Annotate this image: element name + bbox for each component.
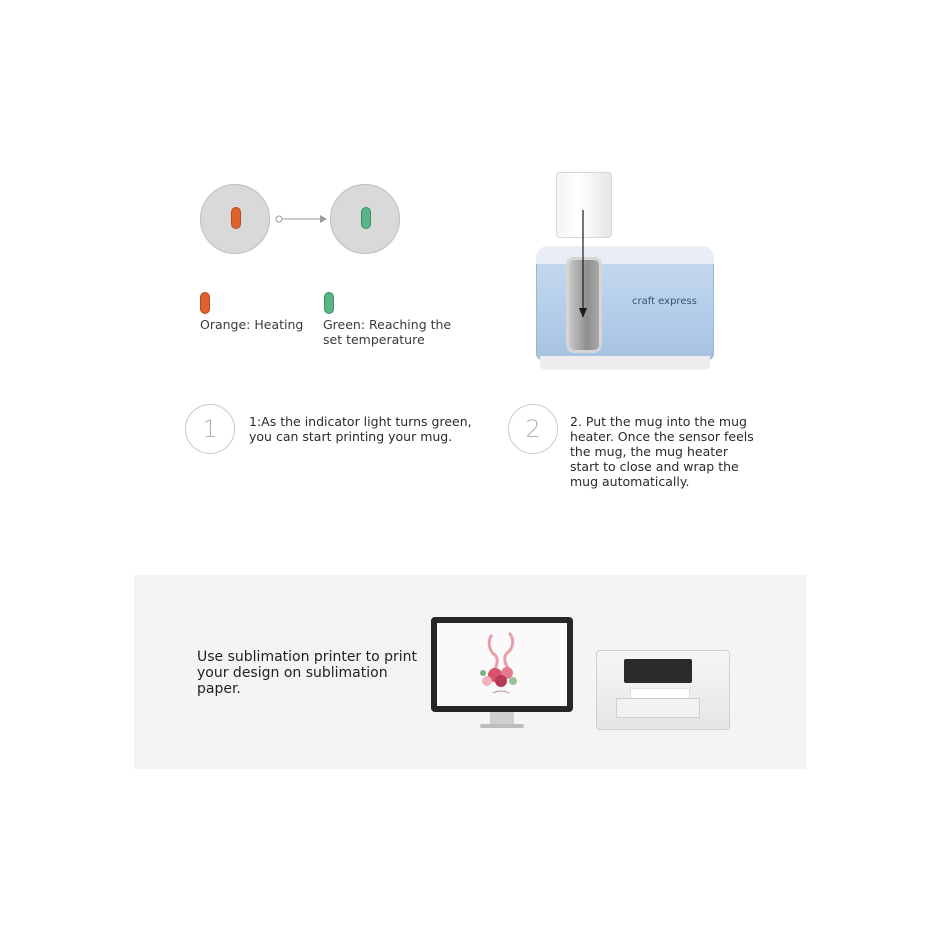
insert-arrow-icon xyxy=(578,210,588,320)
banner-text-line: your design on sublimation xyxy=(197,665,388,681)
mug-heater-top xyxy=(536,246,714,264)
step-1-circle: 1 xyxy=(185,404,235,454)
step-text-line: mug automatically. xyxy=(570,474,690,489)
green-indicator-icon xyxy=(361,207,371,229)
printer-tray xyxy=(616,698,700,718)
arrow-right-icon xyxy=(274,212,330,226)
monitor-screen xyxy=(437,623,567,706)
step-text-line: the mug, the mug heater xyxy=(570,444,728,459)
orange-indicator-icon xyxy=(231,207,241,229)
banner-text-line: paper. xyxy=(197,681,241,697)
legend-orange-label: Orange: Heating xyxy=(200,317,304,332)
legend-green-line: Green: Reaching the xyxy=(323,317,452,332)
flamingo-design-image xyxy=(437,623,567,706)
step-2-text xyxy=(570,414,754,489)
legend-green-line: set temperature xyxy=(323,332,425,347)
legend-green-label xyxy=(323,317,451,347)
green-indicator-circle xyxy=(330,184,400,254)
banner-text-line: Use sublimation printer to print xyxy=(197,649,418,665)
mug-heater-base xyxy=(540,356,710,370)
orange-legend-swatch xyxy=(200,292,210,314)
step-text-line: heater. Once the sensor feels xyxy=(570,429,754,444)
orange-indicator-circle xyxy=(200,184,270,254)
printer-control-panel xyxy=(624,659,692,683)
step-1-text xyxy=(249,414,472,444)
step-text-line: start to close and wrap the xyxy=(570,459,739,474)
banner-text xyxy=(197,649,417,697)
computer-monitor-image xyxy=(431,617,573,712)
step-text-line: 2. Put the mug into the mug xyxy=(570,414,747,429)
step-text-line: you can start printing your mug. xyxy=(249,429,453,444)
step-2-circle: 2 xyxy=(508,404,558,454)
heater-brand-label: craft express xyxy=(632,296,697,307)
step-text-line: 1:As the indicator light turns green, xyxy=(249,414,472,429)
monitor-foot xyxy=(480,724,524,728)
green-legend-swatch xyxy=(324,292,334,314)
